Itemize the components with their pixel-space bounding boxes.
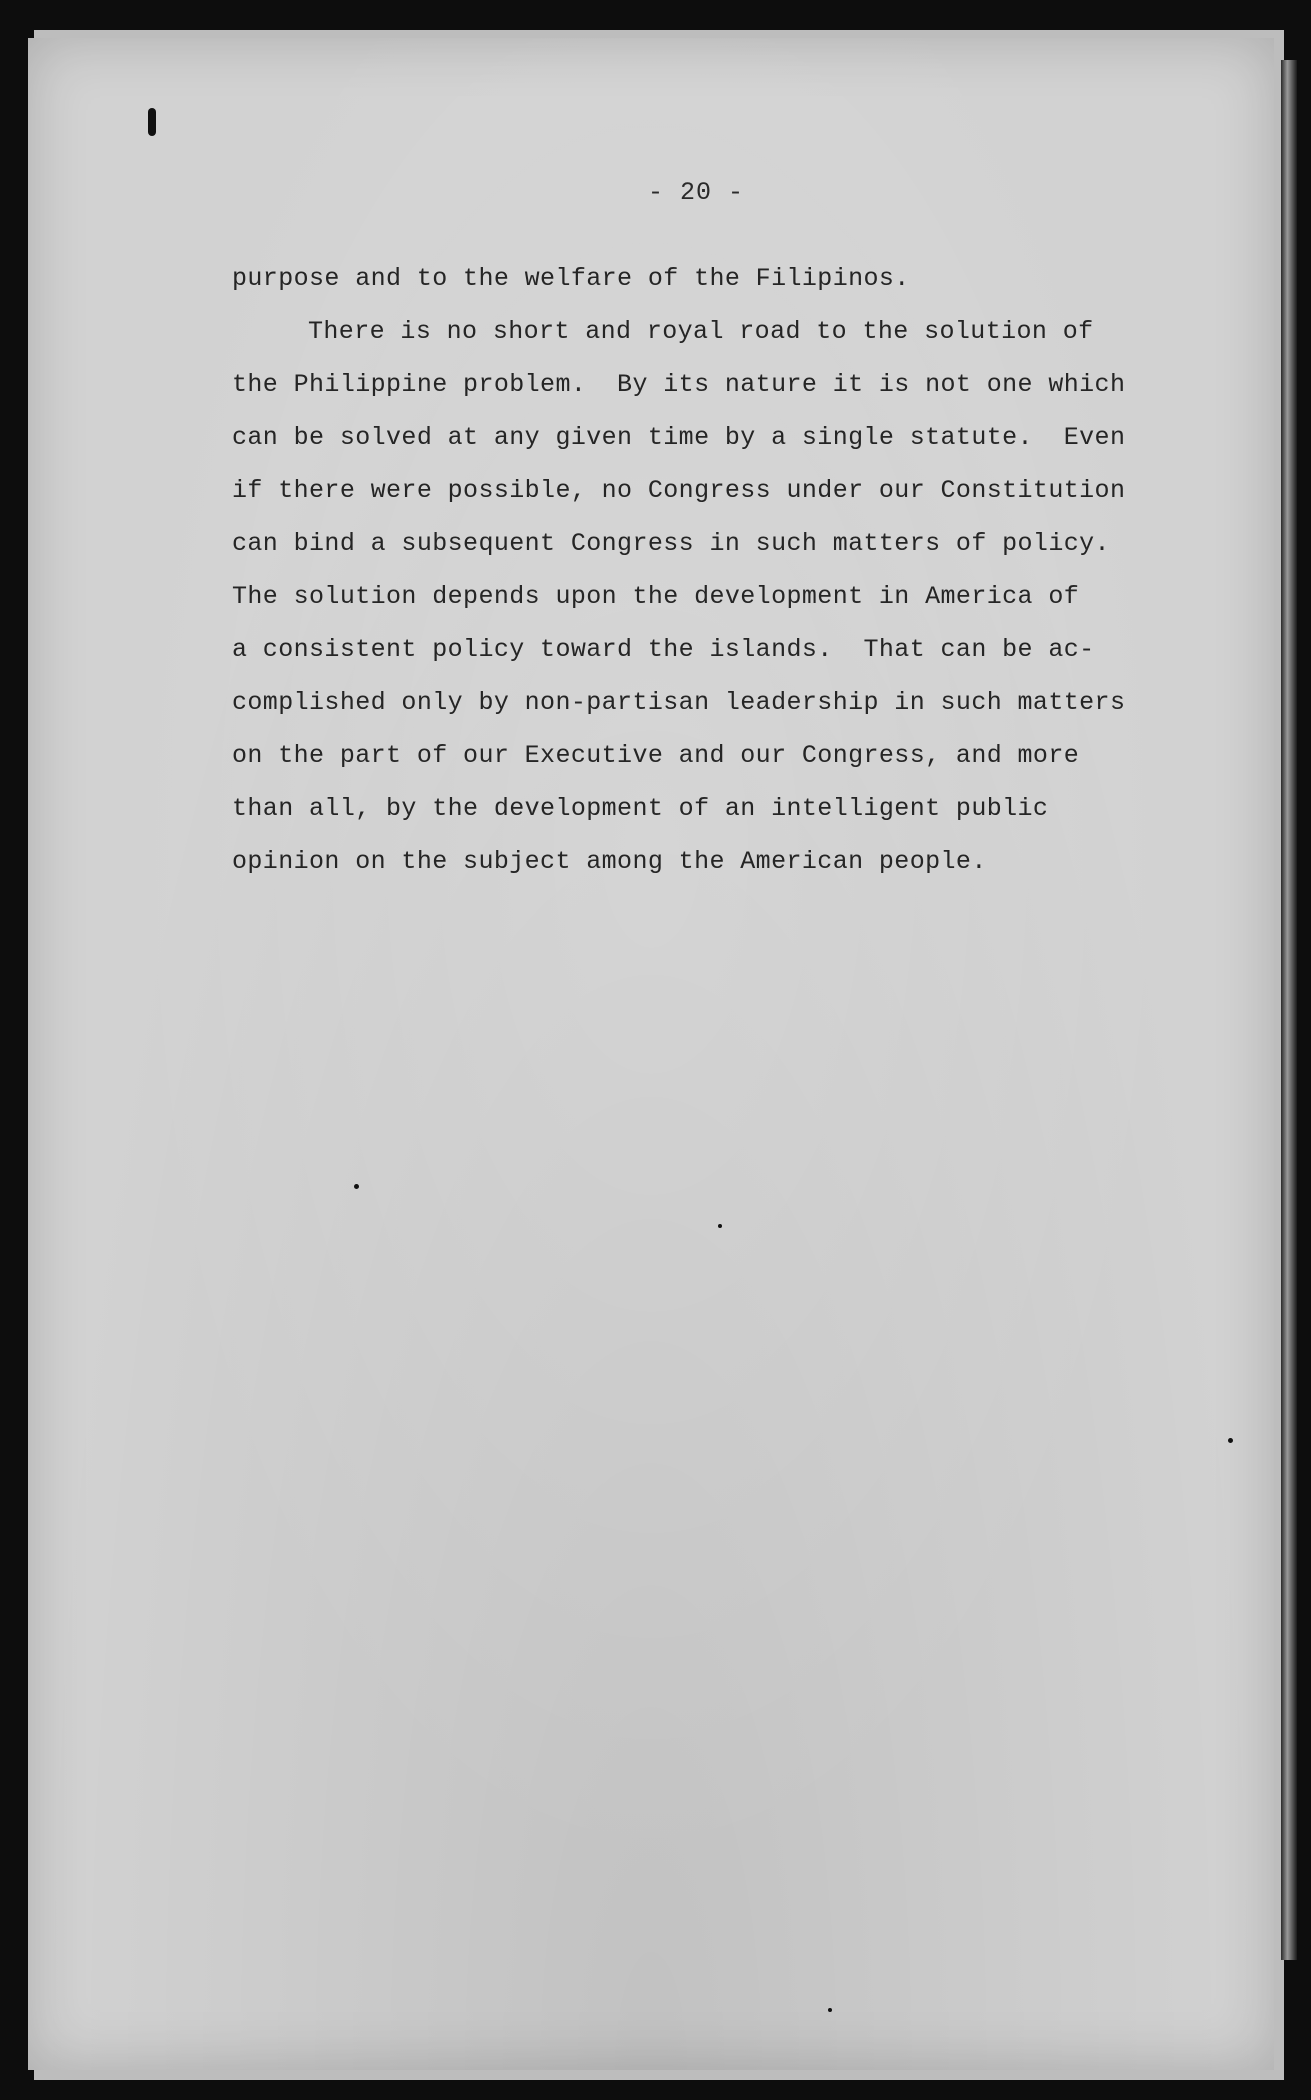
text-line: if there were possible, no Congress under our Constitution xyxy=(232,476,1126,505)
text-line: the Philippine problem. By its nature it is not one which xyxy=(232,370,1126,399)
text-line: can bind a subsequent Congress in such matters of policy. xyxy=(232,529,1110,558)
text-line: complished only by non-partisan leadership in such matters xyxy=(232,688,1126,717)
paragraph-first-line: There is no short and royal road to the solution of xyxy=(308,317,1094,346)
text-line: a consistent policy toward the islands. That can be ac- xyxy=(232,635,1095,664)
ink-speck xyxy=(354,1184,359,1189)
text-line: purpose and to the welfare of the Filipinos. xyxy=(232,264,910,293)
text-line: opinion on the subject among the American people. xyxy=(232,847,987,876)
text-line: can be solved at any given time by a single statute. Even xyxy=(232,423,1126,452)
page-number: - 20 - xyxy=(647,178,744,207)
ink-speck xyxy=(718,1224,722,1228)
page-edge-shadow xyxy=(1281,60,1297,1960)
ink-speck xyxy=(1228,1438,1233,1443)
text-line: than all, by the development of an intelligent public xyxy=(232,794,1049,823)
text-line: The solution depends upon the development in America of xyxy=(232,582,1080,611)
body-text xyxy=(232,252,1152,888)
ink-speck xyxy=(828,2008,832,2012)
text-line: on the part of our Executive and our Congress, and more xyxy=(232,741,1080,770)
ink-mark xyxy=(148,108,156,136)
